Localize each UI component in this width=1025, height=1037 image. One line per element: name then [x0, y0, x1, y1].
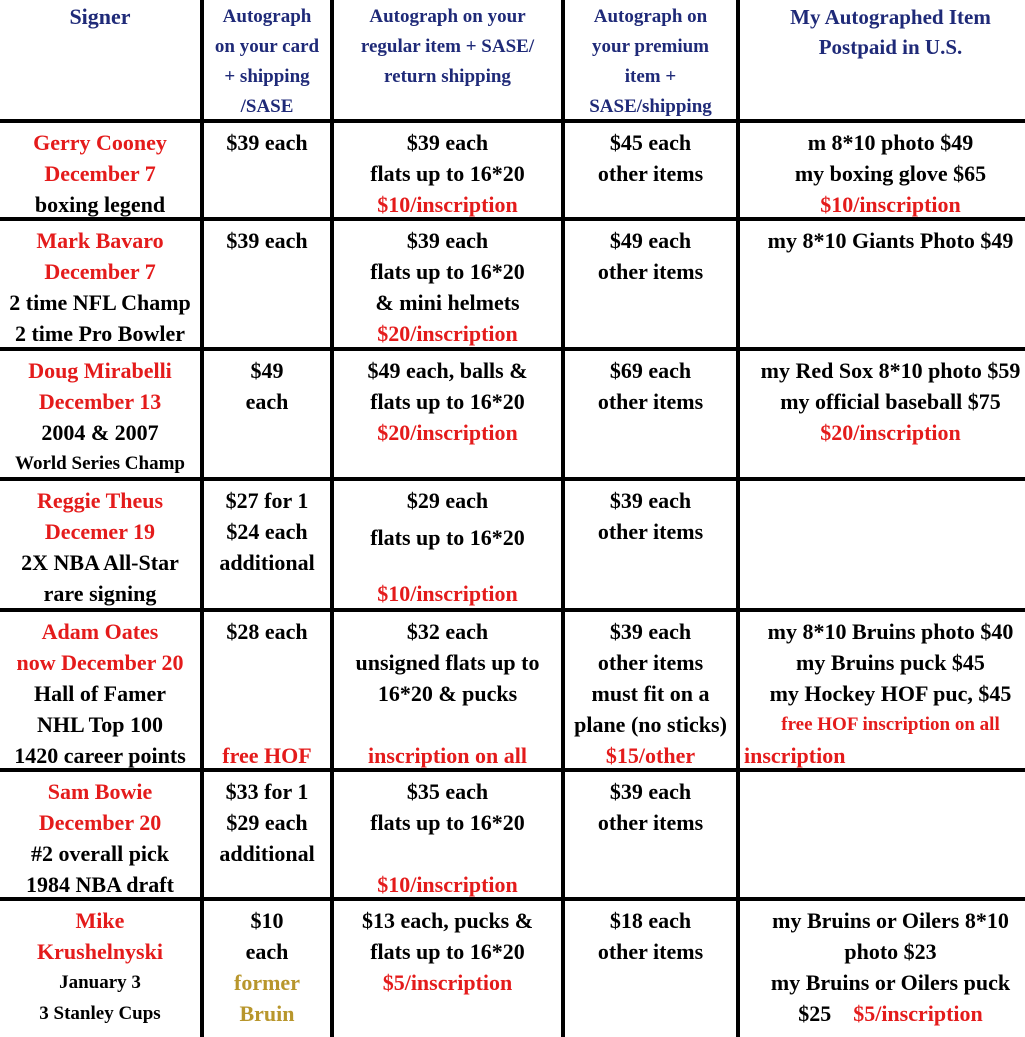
card-price: each	[245, 939, 289, 964]
card-price: $24 each	[226, 519, 308, 544]
signer-cell	[0, 772, 200, 897]
my-item-line: my Bruins puck $45	[796, 650, 985, 675]
premium-price-line: $49 each	[609, 228, 692, 253]
my-item-line: my Bruins or Oilers puck	[770, 970, 1011, 995]
premium-price-line: must fit on a	[591, 681, 710, 706]
signer-cell	[0, 123, 200, 217]
regular-price-line: flats up to 16*20	[370, 389, 525, 414]
premium-price-cell	[565, 123, 736, 217]
header-mine-line: Postpaid in U.S.	[818, 35, 963, 59]
inscription-price: $10/inscription	[377, 192, 518, 217]
regular-price-cell	[334, 901, 561, 1037]
regular-price-cell	[334, 123, 561, 217]
premium-price-cell	[565, 772, 736, 897]
card-price: additional	[219, 841, 315, 866]
header-signer-label: Signer	[69, 4, 131, 29]
regular-price-line: & mini helmets	[375, 290, 520, 315]
card-price: $10	[250, 908, 284, 933]
premium-price-line: other items	[597, 389, 704, 414]
inscription-note: inscription	[744, 743, 846, 768]
header-premium-line: your premium	[592, 36, 709, 57]
signer-note: 2 time Pro Bowler	[14, 321, 186, 346]
signer-note: 2004 & 2007	[41, 420, 159, 445]
regular-price-line: flats up to 16*20	[370, 939, 525, 964]
signer-note: 2X NBA All-Star	[21, 550, 179, 575]
premium-price-line: $39 each	[609, 619, 692, 644]
signing-date: December 13	[38, 389, 162, 414]
card-price: each	[245, 389, 289, 414]
my-item-line: my official baseball $75	[780, 389, 1001, 414]
my-item-line: photo $23	[844, 939, 937, 964]
signer-note: 1984 NBA draft	[26, 872, 174, 897]
header-regular-line: regular item + SASE/	[360, 36, 535, 57]
premium-price-line: $69 each	[609, 358, 692, 383]
my-item-cell	[740, 772, 1025, 897]
inscription-price: $5/inscription	[853, 1001, 983, 1026]
signer-note: #2 overall pick	[30, 841, 170, 866]
signing-date: Decemer 19	[44, 519, 156, 544]
header-card	[204, 0, 330, 119]
signer-cell	[0, 612, 200, 768]
card-price: $49	[250, 358, 284, 383]
premium-price-line: plane (no sticks)	[574, 712, 727, 737]
premium-price-line: $18 each	[609, 908, 692, 933]
premium-price-cell	[565, 481, 736, 608]
header-regular-line: Autograph on your	[369, 6, 526, 27]
regular-price-line: $13 each, pucks &	[361, 908, 534, 933]
regular-price-line: $35 each	[406, 779, 489, 804]
signer-note: rare signing	[43, 581, 157, 606]
header-signer	[0, 0, 200, 119]
my-item-cell	[740, 123, 1025, 217]
my-item-cell	[740, 221, 1025, 347]
my-item-price: $25	[798, 1001, 832, 1026]
premium-price-line: other items	[597, 939, 704, 964]
header-mine-line: My Autographed Item	[790, 5, 991, 29]
signer-name: Reggie Theus	[36, 488, 164, 513]
premium-price-cell	[565, 221, 736, 347]
regular-price-cell	[334, 481, 561, 608]
header-card-line: + shipping	[224, 66, 310, 87]
regular-price-line: flats up to 16*20	[370, 259, 525, 284]
regular-price-line: $29 each	[406, 488, 489, 513]
my-item-cell	[740, 351, 1025, 477]
signer-note: 2 time NFL Champ	[9, 290, 191, 315]
regular-price-line: flats up to 16*20	[370, 525, 525, 550]
my-item-cell	[740, 612, 1025, 768]
header-regular-line: return shipping	[384, 66, 511, 87]
signer-note: Hall of Famer	[34, 681, 166, 706]
my-item-line: my Bruins or Oilers 8*10	[772, 908, 1009, 933]
card-price-cell	[204, 221, 330, 347]
inscription-price: $15/other	[605, 743, 696, 768]
inscription-price: $10/inscription	[377, 872, 518, 897]
inscription-note: inscription on all	[368, 743, 527, 768]
signer-name: Krushelnyski	[37, 939, 163, 964]
card-price: $39 each	[226, 130, 308, 155]
my-item-line: my 8*10 Giants Photo $49	[767, 228, 1014, 253]
header-card-line: on your card	[214, 36, 320, 57]
signer-note: 3 Stanley Cups	[39, 1003, 161, 1024]
card-price-cell	[204, 481, 330, 608]
regular-price-cell	[334, 772, 561, 897]
signer-note: World Series Champ	[15, 453, 185, 474]
my-item-line: my 8*10 Bruins photo $40	[767, 619, 1014, 644]
regular-price-line: $32 each	[406, 619, 489, 644]
my-item-cell	[740, 901, 1025, 1037]
inscription-price: $20/inscription	[377, 420, 518, 445]
premium-price-line: other items	[597, 650, 704, 675]
premium-price-cell	[565, 901, 736, 1037]
my-item-cell	[740, 481, 1025, 608]
signing-date: January 3	[59, 972, 141, 993]
card-price-cell	[204, 123, 330, 217]
regular-price-line: unsigned flats up to	[355, 650, 540, 675]
regular-price-cell	[334, 351, 561, 477]
my-item-line: my Red Sox 8*10 photo $59	[760, 358, 1021, 383]
header-premium-line: SASE/shipping	[589, 96, 712, 117]
signer-note: boxing legend	[34, 192, 166, 217]
regular-price-cell	[334, 612, 561, 768]
header-regular	[334, 0, 561, 119]
card-price-cell	[204, 772, 330, 897]
free-hof-note: free HOF	[222, 743, 312, 768]
card-price-cell	[204, 901, 330, 1037]
my-item-last-line	[740, 998, 1025, 1029]
signing-date: December 7	[44, 259, 156, 284]
premium-price-line: other items	[597, 259, 704, 284]
signer-name: Mike	[75, 908, 125, 933]
premium-price-line: $39 each	[609, 779, 692, 804]
signer-note: 1420 career points	[14, 743, 186, 768]
my-item-line: m 8*10 photo $49	[807, 130, 974, 155]
inscription-note: free HOF inscription on all	[781, 714, 1000, 735]
header-mine	[740, 0, 1025, 119]
inscription-price: $20/inscription	[377, 321, 518, 346]
signer-name: Sam Bowie	[47, 779, 153, 804]
header-premium	[565, 0, 736, 119]
signer-note: NHL Top 100	[37, 712, 163, 737]
signer-cell	[0, 351, 200, 477]
regular-price-line: $39 each	[406, 130, 489, 155]
header-premium-line: Autograph on	[593, 6, 708, 27]
premium-price-cell	[565, 612, 736, 768]
card-price: $29 each	[226, 810, 308, 835]
regular-price-line: 16*20 & pucks	[377, 681, 518, 706]
former-bruin-note: former	[234, 970, 300, 995]
signer-name: Adam Oates	[41, 619, 159, 644]
signing-date: now December 20	[16, 650, 184, 675]
former-bruin-note: Bruin	[239, 1001, 295, 1026]
inscription-price: $10/inscription	[820, 192, 961, 217]
regular-price-line: flats up to 16*20	[370, 810, 525, 835]
card-price: $33 for 1	[225, 779, 309, 804]
header-card-line: /SASE	[240, 96, 294, 117]
regular-price-cell	[334, 221, 561, 347]
card-price-cell	[204, 351, 330, 477]
premium-price-line: $39 each	[609, 488, 692, 513]
signer-name: Gerry Cooney	[33, 130, 167, 155]
card-price-cell	[204, 612, 330, 768]
my-item-line: my boxing glove $65	[794, 161, 987, 186]
inscription-price: $10/inscription	[377, 581, 518, 606]
inscription-price: $20/inscription	[820, 420, 961, 445]
signer-name: Doug Mirabelli	[28, 358, 172, 383]
signing-date: December 20	[38, 810, 162, 835]
premium-price-cell	[565, 351, 736, 477]
regular-price-line: flats up to 16*20	[370, 161, 525, 186]
signer-cell	[0, 901, 200, 1037]
my-item-line: my Hockey HOF puc, $45	[769, 681, 1012, 706]
header-card-line: Autograph	[222, 6, 312, 27]
regular-price-line: $49 each, balls &	[367, 358, 528, 383]
card-price: additional	[219, 550, 315, 575]
header-premium-line: item +	[624, 66, 677, 87]
signing-date: December 7	[44, 161, 156, 186]
inscription-price: $5/inscription	[382, 970, 513, 995]
signer-cell	[0, 481, 200, 608]
signer-name: Mark Bavaro	[36, 228, 164, 253]
signer-cell	[0, 221, 200, 347]
card-price: $28 each	[226, 619, 308, 644]
premium-price-line: $45 each	[609, 130, 692, 155]
premium-price-line: other items	[597, 810, 704, 835]
premium-price-line: other items	[597, 161, 704, 186]
premium-price-line: other items	[597, 519, 704, 544]
card-price: $27 for 1	[225, 488, 309, 513]
regular-price-line: $39 each	[406, 228, 489, 253]
card-price: $39 each	[226, 228, 308, 253]
